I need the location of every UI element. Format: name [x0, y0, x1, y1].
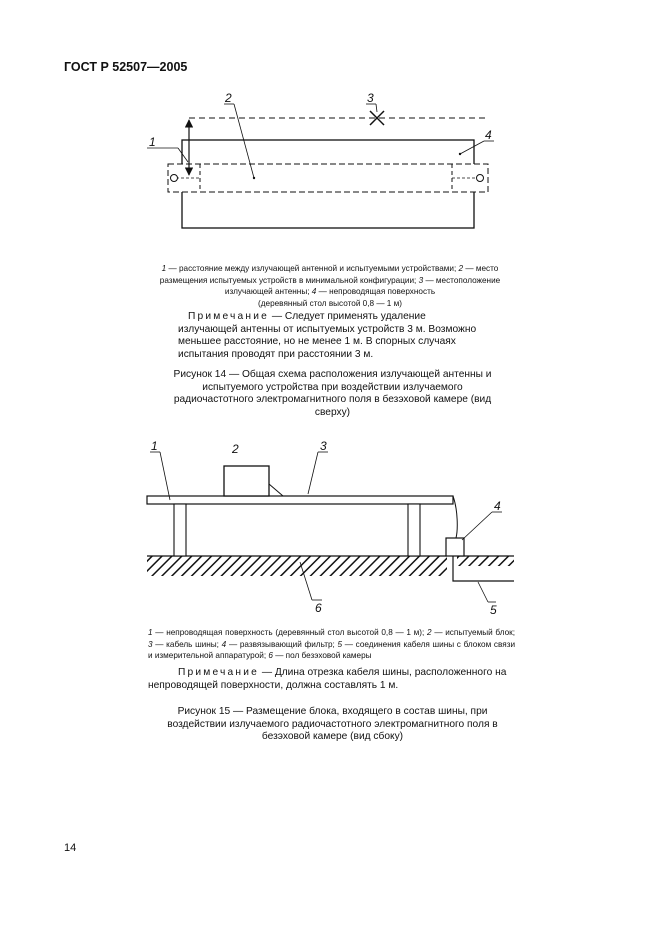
legend-text: — местоположение излучающей антенны;: [224, 275, 501, 296]
note-text: — Длина отрезка кабеля шины, расположенного на непроводящей поверхности, должна составлять 1 м.: [148, 667, 507, 691]
figure-14-diagram: [0, 0, 661, 260]
floor-hatching: [147, 556, 447, 576]
document-header: ГОСТ Р 52507—2005: [64, 60, 188, 74]
legend-text: — место размещения испытуемых устройств в минимальной конфигурации;: [159, 264, 499, 285]
figure-15-legend: [148, 627, 515, 662]
legend-num: 4: [311, 287, 317, 296]
legend-num: 1: [161, 264, 167, 273]
legend-tail: (деревянный стол высотой 0,8 — 1 м): [258, 298, 402, 308]
page-number: 14: [64, 842, 77, 854]
legend-num: 2: [458, 264, 464, 273]
figure-15-title: Рисунок 15 — Размещение блока, входящего в состав шины, при воздействии излучаемого радиочастотного электромагнитного поля в безэховой камере (вид сбоку): [167, 706, 498, 742]
legend-num: 2: [427, 628, 432, 637]
figure-15-note: [148, 667, 516, 692]
legend-text: — кабель шины;: [155, 639, 219, 649]
note-label: Примечание: [188, 311, 269, 322]
fig15-label-6: 6: [315, 601, 322, 615]
fig15-label-5: 5: [490, 603, 497, 615]
fig14-label-1: 1: [149, 135, 156, 149]
figure-15-diagram: [0, 430, 661, 615]
figure-14-note: [178, 311, 488, 361]
note-text: — Следует применять удаление излучающей антенны от испытуемых устройств 3 м. Возможно меньшее расстояние, но не менее 1 м. В спорных случаях испытания проводят при расстоянии 3 м.: [178, 311, 477, 360]
legend-num: 3: [418, 275, 424, 285]
legend-num: 1: [148, 628, 153, 637]
note-label: Примечание: [178, 667, 259, 678]
fig15-label-2: 2: [232, 442, 239, 456]
device-area: [168, 164, 488, 192]
figure-14-title: Рисунок 14 — Общая схема расположения излучающей антенны и испытуемого устройства при воздействии излучаемого радиочастотного электромагнитного поля в безэховой камере (вид сверху): [173, 369, 492, 418]
fig15-label-3: 3: [320, 439, 327, 453]
legend-text: — непроводящая поверхность: [318, 287, 436, 296]
legend-num: 6: [268, 651, 273, 660]
fig15-label-4: 4: [494, 499, 501, 513]
fig14-label-2: 2: [225, 91, 232, 105]
legend-num: 3: [148, 639, 153, 649]
fig15-label-1: 1: [151, 439, 158, 453]
legend-num: 5: [337, 639, 343, 649]
device-box: [224, 466, 269, 496]
legend-text: — непроводящая поверхность (деревянный стол высотой 0,8 — 1 м);: [155, 628, 425, 637]
legend-text: — пол безэховой камеры: [275, 651, 372, 660]
fig14-label-3: 3: [367, 91, 374, 105]
filter-box: [446, 538, 464, 556]
legend-text: — соединения кабеля шины с блоком связи и измерительной аппаратурой;: [148, 639, 516, 660]
fig14-label-4: 4: [485, 128, 492, 142]
legend-text: — расстояние между излучающей антенной и испытуемыми устройствами;: [168, 264, 457, 273]
table-top: [147, 496, 453, 504]
figure-14-legend: [150, 263, 510, 309]
legend-text: — развязывающий фильтр;: [228, 639, 335, 649]
legend-num: 4: [221, 639, 227, 649]
legend-text: — испытуемый блок;: [434, 628, 516, 637]
